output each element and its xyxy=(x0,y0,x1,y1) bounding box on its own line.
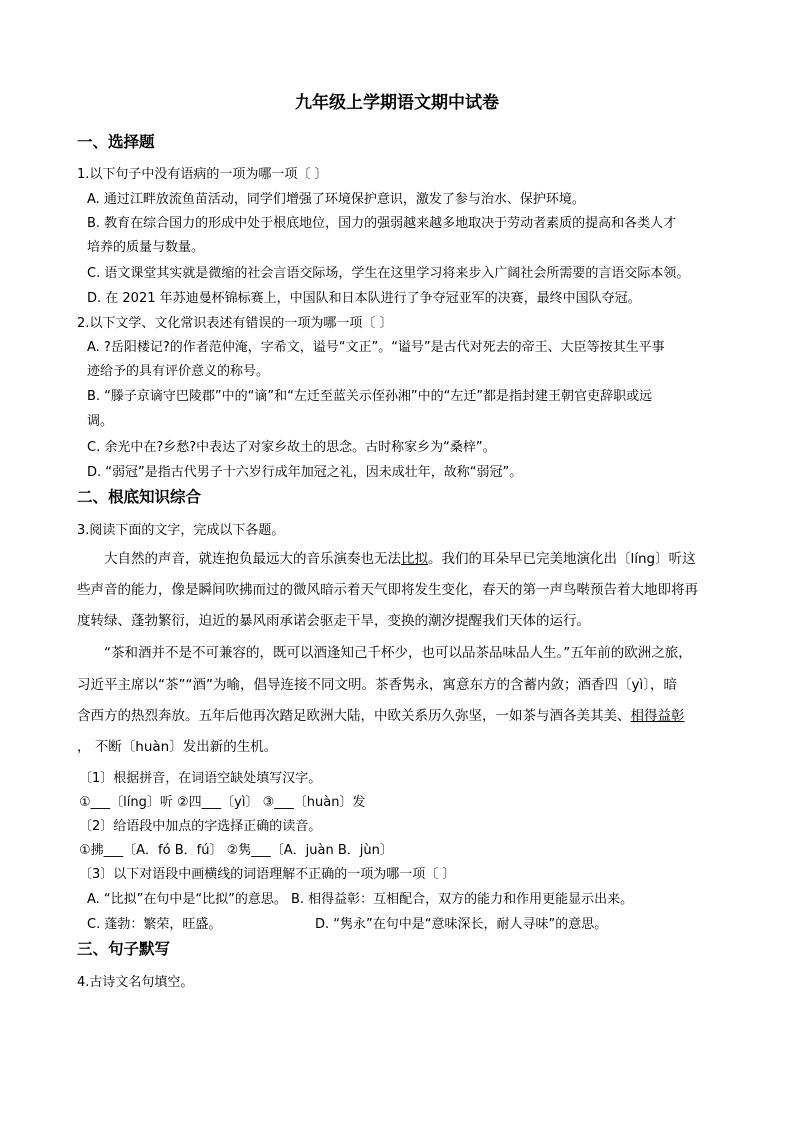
question-2-option-a: A. ?岳阳楼记?的作者范仲淹，字希文，谥号“文正”。“谥号”是古代对死去的帝王、大臣等按其生平事 xyxy=(87,340,665,355)
question-1-option-d: D. 在 2021 年苏迪曼杯锦标赛上，中国队和日本队进行了争夺冠亚军的决赛，最终中国队夺冠。 xyxy=(87,291,641,306)
underlined-word: 比拟 xyxy=(401,551,428,567)
question-1-stem: 1.以下句子中没有语病的一项为哪一项〔 〕 xyxy=(77,167,328,182)
question-1-option-b: B. 教育在综合国力的形成中处于根底地位，国力的强弱越来越多地取决于劳动者素质的提高和各类人才 xyxy=(87,216,677,231)
question-1-option-c: C. 语文课堂其实就是微缩的社会言语交际场，学生在这里学习将来步入广阔社会所需要的言语交际本领。 xyxy=(87,266,690,281)
question-2-option-a-cont: 迹给予的具有评价意义的称号。 xyxy=(87,364,270,379)
page-title: 九年级上学期语文期中试卷 xyxy=(295,93,499,113)
question-2-option-b-cont: 调。 xyxy=(87,414,114,429)
subquestion-3-option-d: D. “隽永”在句中是“意味深长，耐人寻味”的意思。 xyxy=(315,917,608,932)
question-2-option-b: B. “滕子京谪守巴陵郡”中的“谪”和“左迁至蓝关示侄孙湘”中的“左迁”都是指封建王朝官吏辞职或远 xyxy=(87,389,653,404)
passage-1-line-1 xyxy=(104,547,749,567)
passage-text: 含西方的热烈奔放。五年后他再次踏足欧洲大陆，中欧关系历久弥坚，一如茶与酒各美其美、 xyxy=(77,708,631,724)
question-1-option-a: A. 通过江畔放流鱼苗活动，同学们增强了环境保护意识，激发了参与治水、保护环境。 xyxy=(87,192,585,207)
question-2-stem: 2.以下文学、文化常识表述有错误的一项为哪一项〔 〕 xyxy=(77,316,393,331)
section-heading-basics: 二、根底知识综合 xyxy=(77,488,202,506)
passage-text: 。我们的耳朵早已完美地演化出〔líng〕听这 xyxy=(428,551,696,567)
passage-2-line-3 xyxy=(77,704,722,724)
passage-1-line-2: 些声音的能力，像是瞬间吹拂而过的微风暗示着天气即将发生变化，春天的第一声鸟啭预告着大地即将再 xyxy=(77,582,698,598)
question-1-option-b-cont: 培养的质量与数量。 xyxy=(87,240,205,255)
underlined-word: 相得益彰 xyxy=(630,708,685,724)
subquestion-3: 〔3〕以下对语段中画横线的词语理解不正确的一项为哪一项〔 〕 xyxy=(79,867,456,882)
passage-1-line-3: 度转绿、蓬勃繁衍，迫近的暴风雨承诺会驱走干旱，变换的潮汐提醒我们天体的运行。 xyxy=(77,613,590,629)
subquestion-3-options-ab: A. “比拟”在句中是“比拟”的意思。 B. 相得益彰：互相配合，双方的能力和作用更能显示出来。 xyxy=(87,892,634,907)
subquestion-2-items: ①拂___〔A．fó B．fú〕 ②隽___〔A．juàn B．jùn〕 xyxy=(79,843,393,858)
passage-text: 大自然的声音，就连抱负最远大的音乐演奏也无法 xyxy=(104,551,401,567)
question-3-stem: 3.阅读下面的文字，完成以下各题。 xyxy=(77,523,285,538)
question-4-stem: 4.古诗文名句填空。 xyxy=(77,975,194,990)
passage-2-line-4: ， 不断〔huàn〕发出新的生机。 xyxy=(77,739,278,755)
subquestion-3-option-c: C. 蓬勃：繁荣，旺盛。 xyxy=(87,917,222,932)
subquestion-2: 〔2〕给语段中加点的字选择正确的读音。 xyxy=(79,819,322,834)
passage-2-line-2: 习近平主席以“茶”“酒”为喻，倡导连接不同文明。茶香隽永，寓意东方的含蓄内敛；酒香四〔yì〕，暗 xyxy=(77,677,677,693)
section-heading-recitation: 三、句子默写 xyxy=(77,940,171,958)
question-2-option-d: D. “弱冠”是指古代男子十六岁行成年加冠之礼，因未成壮年，故称“弱冠”。 xyxy=(87,465,523,480)
subquestion-1: 〔1〕根据拼音，在词语空缺处填写汉字。 xyxy=(79,771,322,786)
subquestion-1-items: ①___〔líng〕听 ②四___〔yì〕 ③___〔huàn〕发 xyxy=(79,795,366,810)
passage-2-line-1: “茶和酒并不是不可兼容的，既可以酒逢知己千杯少，也可以品茶品味品人生。”五年前的欧洲之旅， xyxy=(104,645,692,661)
section-heading-choice: 一、选择题 xyxy=(77,133,155,151)
question-2-option-c: C. 余光中在?乡愁?中表达了对家乡故土的思念。古时称家乡为“桑梓”。 xyxy=(87,440,496,455)
